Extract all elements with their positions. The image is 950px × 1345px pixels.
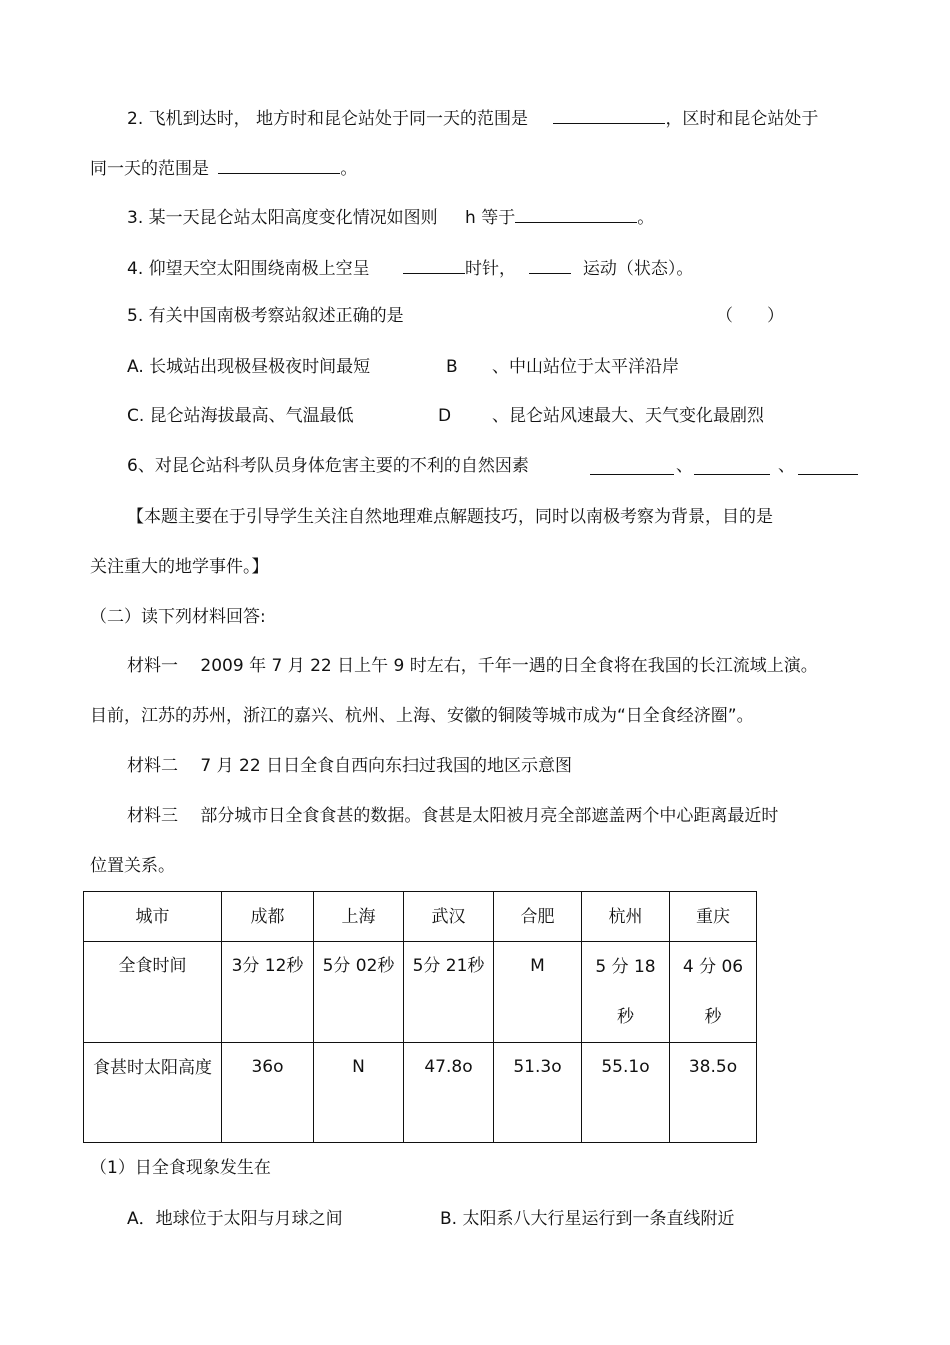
q5-option-b-letter: B	[446, 357, 458, 377]
table-header-cell: 成都	[222, 892, 314, 942]
q5-text: 5. 有关中国南极考察站叙述正确的是	[127, 306, 404, 326]
q2-text: 2. 飞机到达时， 地方时和昆仑站处于同一天的范围是	[127, 109, 529, 129]
q4-line	[127, 256, 693, 280]
q6-text: 6、对昆仑站科考队员身体危害主要的不利的自然因素	[127, 456, 529, 476]
section2-heading: （二）读下列材料回答:	[90, 607, 266, 627]
table-cell: N	[314, 1043, 404, 1143]
table-header-cell: 城市	[84, 892, 222, 942]
material3-line-2: 位置关系。	[90, 856, 175, 876]
q3-text: 3. 某一天昆仑站太阳高度变化情况如图则	[127, 208, 438, 228]
q-final-option-a: A．地球位于太阳与月球之间	[127, 1209, 343, 1229]
q4-text: 4. 仰望天空太阳围绕南极上空呈	[127, 259, 370, 279]
q6-sep-2: 、	[778, 456, 795, 476]
table-row	[84, 942, 757, 1043]
q2-text-2: ，区时和昆仑站处于	[665, 109, 819, 129]
q6-line	[127, 455, 529, 477]
q6-blank-3[interactable]	[798, 457, 858, 475]
q5-option-d-letter: D	[438, 406, 452, 426]
table-cell: 3分 12秒	[222, 942, 314, 1043]
q5-line	[127, 305, 404, 327]
q3-h: h 等于	[465, 208, 516, 228]
q4-mid2: 运动（状态）。	[582, 259, 694, 279]
table-cell: 36o	[222, 1043, 314, 1143]
q5-option-c: C. 昆仑站海拔最高、气温最低	[127, 406, 354, 426]
material1-line-2: 目前，江苏的苏州，浙江的嘉兴、杭州、上海、安徽的铜陵等城市成为“日全食经济圈”。	[90, 706, 754, 726]
q4-blank-1[interactable]	[403, 256, 465, 274]
q6-blank-2[interactable]	[694, 457, 770, 475]
q4-mid1: 时针，	[465, 259, 517, 279]
q6-sep-1: 、	[676, 456, 693, 476]
q-final-option-b: B. 太阳系八大行星运行到一条直线附近	[440, 1209, 735, 1229]
table-row	[84, 1043, 757, 1143]
q2-line1	[127, 106, 818, 130]
table-cell: 5分 02秒	[314, 942, 404, 1043]
q-final-stem: （1）日全食现象发生在	[90, 1158, 271, 1178]
material2: 材料二 7 月 22 日日全食自西向东扫过我国的地区示意图	[127, 756, 573, 776]
table-cell: 51.3o	[494, 1043, 582, 1143]
q2-blank-2[interactable]	[218, 156, 340, 174]
q2-end: 。	[340, 159, 358, 179]
table-cell: 5 分 18 秒	[582, 942, 670, 1043]
q2-cont: 同一天的范围是	[90, 159, 209, 179]
table-header-cell: 上海	[314, 892, 404, 942]
note-line-1: 【本题主要在于引导学生关注自然地理难点解题技巧，同时以南极考察为背景，目的是	[127, 507, 773, 527]
eclipse-data-table	[83, 891, 757, 1143]
material1-line-1: 材料一 2009 年 7 月 22 日上午 9 时左右，千年一遇的日全食将在我国的长江流域上演。	[127, 656, 818, 676]
table-cell: 47.8o	[404, 1043, 494, 1143]
table-header-cell: 杭州	[582, 892, 670, 942]
q5-paren: （ ）	[716, 306, 784, 326]
note-line-2: 关注重大的地学事件。】	[90, 557, 269, 577]
q3-blank[interactable]	[515, 205, 637, 223]
q5-option-d: 、昆仑站风速最大、天气变化最剧烈	[492, 406, 764, 426]
table-cell: 5分 21秒	[404, 942, 494, 1043]
table-header-row	[84, 892, 757, 942]
q6-blank-1[interactable]	[590, 457, 674, 475]
table-cell: M	[494, 942, 582, 1043]
q5-option-b: 、中山站位于太平洋沿岸	[492, 357, 679, 377]
table-header-cell: 重庆	[670, 892, 757, 942]
q4-blank-2[interactable]	[529, 256, 571, 274]
table-cell: 55.1o	[582, 1043, 670, 1143]
table-cell: 食甚时太阳高度	[84, 1043, 222, 1143]
table-header-cell: 武汉	[404, 892, 494, 942]
q3-line	[127, 205, 654, 229]
table-header-cell: 合肥	[494, 892, 582, 942]
table-cell: 全食时间	[84, 942, 222, 1043]
table-cell: 38.5o	[670, 1043, 757, 1143]
q2-blank-1[interactable]	[553, 106, 665, 124]
q3-end: 。	[637, 208, 655, 228]
q5-option-a: A. 长城站出现极昼极夜时间最短	[127, 357, 371, 377]
material3-line-1: 材料三 部分城市日全食食甚的数据。食甚是太阳被月亮全部遮盖两个中心距离最近时	[127, 806, 779, 826]
table-cell: 4 分 06 秒	[670, 942, 757, 1043]
q2-line2	[90, 156, 357, 180]
